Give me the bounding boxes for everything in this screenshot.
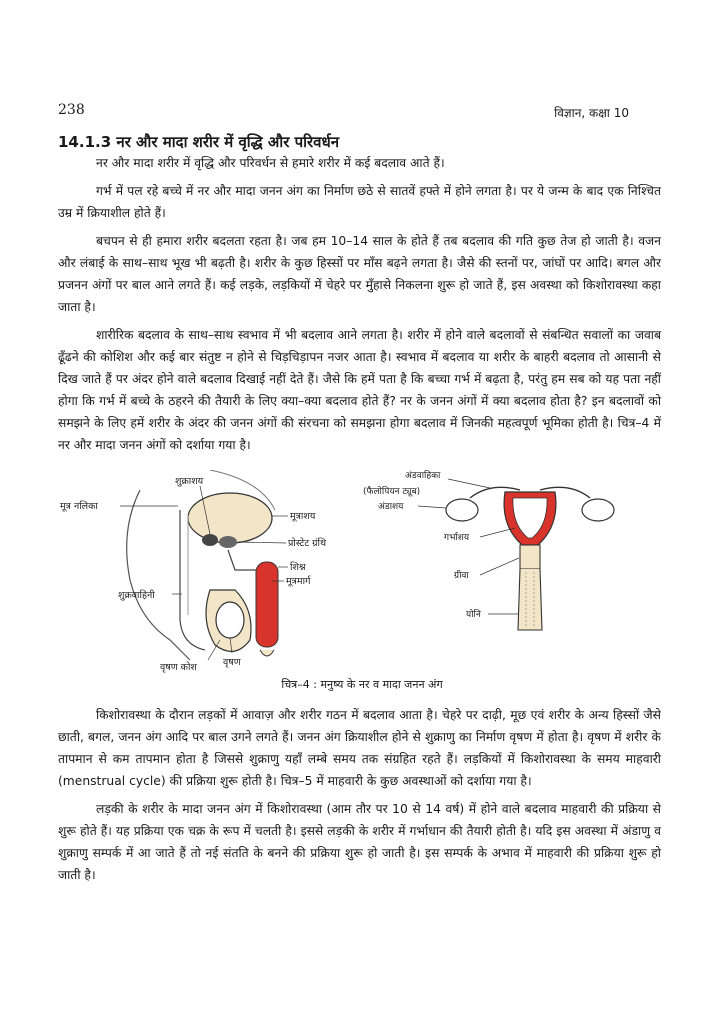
label-fallopian-tube: (फैलोपियन ट्यूब) [363,487,421,497]
figure-reproductive-organs [60,470,660,700]
female-diagram [446,487,614,630]
prostate-shape [219,536,237,548]
testis-shape [216,602,244,638]
paragraph: शारीरिक बदलाव के साथ–साथ स्वभाव में भी बदलाव आने लगता है। शरीर में होने वाले बदलावों से संबन्धित सवालों का जवाब ढूँढने की कोशिश और कई बार संतुष्ट न होने से चिड़चिड़ापन नजर आता है। स्वभाव में बदलाव या शरीर के बाहरी बदलाव तो आसानी से दिख जाते हैं पर अंदर होने वाले बदलाव दिखाई नहीं देते हैं। जैसे कि हमें पता है कि बच्चा गर्भ में बढ़ता है, परंतु हम सब को यह पता नहीं होगा कि गर्भ में बच्चे के ठहरने की तैयारी के लिए क्या–क्या बदलाव होते हैं? नर के जनन अंगों में क्या बदलाव होता है? इन बदलावों को समझने के लिए हमें शरीर के अंदर की जनन अंगों की संरचना को समझना होगा बदलाव में जिनकी महत्वपूर्ण भूमिका होती है। चित्र–4 में नर और मादा जनन अंगों को दर्शाया गया है। [58,328,661,452]
label-seminal-vesicle: शुक्राशय [175,476,204,487]
paragraph: नर और मादा शरीर में वृद्धि और परिवर्धन से हमारे शरीर में कई बदलाव आते हैं। [96,156,445,170]
label-cervix: ग्रीवा [454,571,469,581]
penis-shape [256,562,278,647]
ovary-right-shape [582,499,614,521]
section-title: 14.1.3 नर और मादा शरीर में वृद्धि और परिवर्धन [58,133,340,151]
page-number: 238 [58,102,85,118]
paragraph: गर्भ में पल रहे बच्चे में नर और मादा जनन अंग का निर्माण छठे से सातवें हफ्ते में होने लगता है। पर ये जन्म के बाद एक निश्चित उम्र में क्रियाशील होते हैं। [58,184,661,220]
seminal-vesicle-shape [202,534,218,546]
label-vas-deferens: शुक्रवाहिनी [118,590,155,601]
figure-caption: चित्र–4 : मनुष्य के नर व मादा जनन अंग [281,678,443,691]
body-text-bottom [58,704,661,892]
label-urethra-tube: मूत्र नलिका [60,501,98,512]
vagina-shape [518,569,542,630]
label-urethra: मूत्रमार्ग [286,576,311,587]
label-bladder: मूत्राशय [290,511,316,522]
ovary-left-shape [446,499,478,521]
paragraph: बचपन से ही हमारा शरीर बदलता रहता है। जब हम 10–14 साल के होते हैं तब बदलाव की गति कुछ तेज हो जाती है। वजन और लंबाई के साथ–साथ भूख भी बढ़ती है। शरीर के कुछ हिस्सों पर माँस बढ़ने लगता है। जैसे की स्तनों पर, जांघों पर आदि। बगल और प्रजनन अंगों पर बाल आने लगते हैं। कई लड़के, लड़कियों में चेहरे पर मुँहासे निकलना शुरू हो जाते हैं, इस अवस्था को किशोरावस्था कहा जाता है। [58,234,661,314]
paragraph: लड़की के शरीर के मादा जनन अंग में किशोरावस्था (आम तौर पर 10 से 14 वर्ष) में होने वाले बदलाव माहवारी की प्रक्रिया से शुरू होते हैं। यह प्रक्रिया एक चक्र के रूप में चलती है। इससे लड़की के शरीर में गर्भाधान की तैयारी होती है। यदि इस अवस्था में अंडाणु व शुक्राणु सम्पर्क में आ जाते हैं तो नई संतति के बनने की प्रक्रिया शुरू हो जाती है। इस सम्पर्क के अभाव में माहवारी की प्रक्रिया शुरू हो जाती है। [58,802,661,882]
figure-svg [60,470,660,680]
cervix-shape [520,545,540,569]
body-text-top [58,152,661,462]
label-vagina: योनि [466,610,481,620]
label-testis: वृषण [223,657,241,668]
label-scrotum: वृषण कोश [160,662,197,673]
label-oviduct: अंडवाहिका [405,471,441,481]
label-prostate: प्रोस्टेट ग्रंथि [288,538,327,549]
bladder-shape [188,493,272,543]
label-penis: शिश्न [290,562,306,573]
paragraph: किशोरावस्था के दौरान लड़कों में आवाज़ और शरीर गठन में बदलाव आता है। चेहरे पर दाढ़ी, मूछ एवं शरीर के अन्य हिस्सों जैसे छाती, बगल, जनन अंग आदि पर बाल उगने लगते हैं। जनन अंग क्रियाशील होने से शुक्राणु का निर्माण वृषण में होता है। वृषण में शरीर के तापमान से कम तापमान होता है जिससे शुक्राणु यहाँ लम्बे समय तक संग्रहित रहते हैं। लड़कियों में किशोरावस्था के समय माहवारी (menstrual cycle) की प्रक्रिया शुरू होती है। चित्र–5 में माहवारी के कुछ अवस्थाओं को दर्शाया गया है। [58,708,661,788]
label-uterus: गर्भाशय [444,533,470,543]
running-head: विज्ञान, कक्षा 10 [554,106,629,120]
label-ovary: अंडाशय [378,502,404,512]
